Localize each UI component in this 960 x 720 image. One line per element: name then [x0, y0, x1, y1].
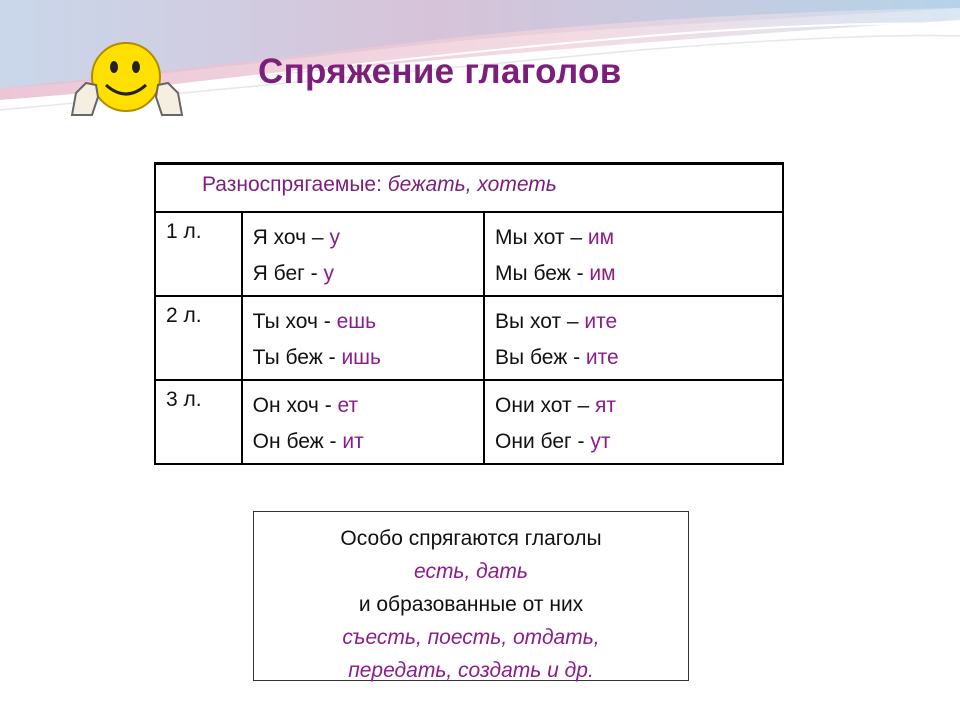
verb-ending: ешь [336, 310, 377, 333]
verb-ending: ит [342, 430, 364, 453]
singular-cell [242, 380, 484, 464]
singular-cell [242, 296, 484, 380]
verb-ending: ет [337, 394, 359, 417]
person-label: 3 л. [155, 380, 242, 464]
special-verbs-line: съесть, поесть, отдать, [342, 626, 600, 649]
verb-ending: у [329, 226, 340, 249]
header-label: Разноспрягаемые: [202, 173, 382, 196]
verb-ending: ишь [341, 346, 381, 369]
verb-stem: Мы беж - [495, 262, 590, 285]
verb-stem: Он хоч - [252, 394, 338, 417]
verb-stem: Он беж - [252, 430, 343, 453]
verb-stem: Я хоч – [252, 226, 330, 249]
special-verbs-line: есть, дать [414, 560, 528, 583]
verb-ending: им [587, 226, 615, 249]
plural-cell [484, 380, 783, 464]
special-conjugation-box [253, 511, 689, 681]
verb-stem: Мы хот – [495, 226, 588, 249]
verb-stem: Ты хоч - [252, 310, 337, 333]
table-row-2 [155, 296, 783, 380]
table-row-1 [155, 212, 783, 296]
plural-cell [484, 296, 783, 380]
verb-stem: Вы хот – [495, 310, 585, 333]
verb-stem: Вы беж - [495, 346, 586, 369]
page-title: Спряжение глаголов [258, 52, 622, 91]
table-row-3 [155, 380, 783, 464]
header-verbs: бежать, хотеть [387, 173, 557, 196]
verb-stem: Ты беж - [252, 346, 342, 369]
person-label: 1 л. [155, 212, 242, 296]
verb-ending: ите [584, 310, 618, 333]
table-header [155, 164, 783, 213]
verb-stem: Я бег - [252, 262, 324, 285]
special-text-line: и образованные от них [358, 593, 584, 616]
conjugation-table [154, 162, 784, 465]
verb-ending: ут [590, 430, 611, 453]
verb-ending: ите [585, 346, 619, 369]
verb-ending: ят [594, 394, 616, 417]
special-text-line: Особо спрягаются глаголы [340, 527, 602, 550]
verb-ending: им [589, 262, 616, 285]
verb-stem: Они бег - [495, 430, 591, 453]
thinking-smiley-icon [62, 35, 192, 125]
person-label: 2 л. [155, 296, 242, 380]
verb-stem: Они хот – [495, 394, 595, 417]
singular-cell [242, 212, 484, 296]
verb-ending: у [323, 262, 334, 285]
special-verbs-line: передать, создать и др. [348, 659, 594, 682]
plural-cell [484, 212, 783, 296]
